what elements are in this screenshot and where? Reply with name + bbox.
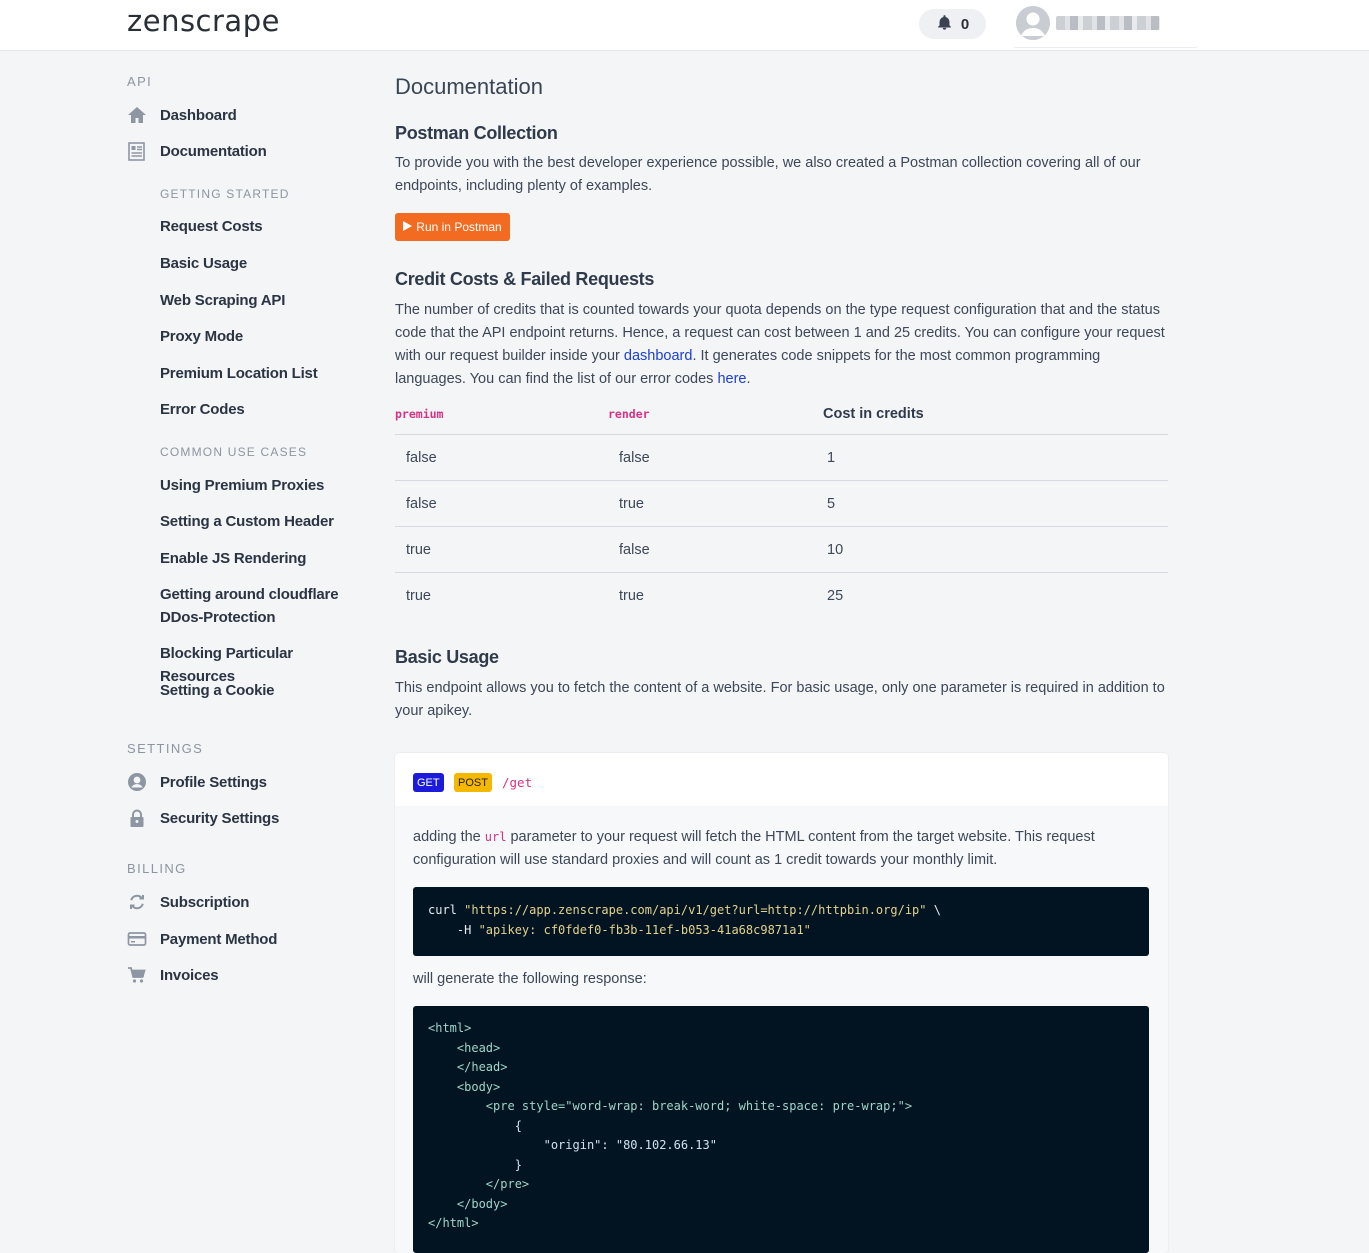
- table-cell: 25: [827, 587, 844, 604]
- description-part: parameter to your request will fetch the HTML content from the target website. This request configuration will use standard proxies and will count as 1 credit towards your monthly limit.: [413, 829, 1095, 868]
- code-token: \: [926, 903, 941, 917]
- home-icon: [127, 105, 147, 125]
- user-circle-icon: [127, 772, 147, 792]
- table-cell: 10: [823, 527, 1168, 573]
- sidebar-link-setting-cookie[interactable]: Setting a Cookie: [160, 682, 275, 699]
- refresh-icon: [127, 892, 147, 912]
- sidebar-link-custom-header[interactable]: Setting a Custom Header: [160, 513, 334, 530]
- code-string: "apikey: cf0fdef0-fb3b-11ef-b053-41a68c9871a1": [478, 922, 811, 937]
- sidebar-item-label: Documentation: [160, 142, 267, 160]
- basic-usage-text: This endpoint allows you to fetch the content of a website. For basic usage, only one parameter is required in addition to your apikey.: [395, 680, 1165, 719]
- sidebar-section-settings: SETTINGS: [127, 741, 204, 756]
- page-title: Documentation: [395, 74, 543, 99]
- sidebar-link-proxy-mode[interactable]: Proxy Mode: [160, 328, 244, 345]
- endpoint-header: [395, 753, 1168, 806]
- logo[interactable]: zenscrape: [127, 4, 280, 38]
- dashboard-link[interactable]: dashboard: [623, 348, 693, 364]
- code-line: </pre>: [428, 1177, 530, 1191]
- sidebar-item-security-settings[interactable]: [127, 808, 279, 828]
- curl-code-block[interactable]: [413, 887, 1149, 956]
- table-cell: false: [395, 481, 608, 527]
- url-parameter-code: url: [484, 830, 507, 844]
- sidebar-link-request-costs[interactable]: Request Costs: [160, 218, 263, 235]
- column-header-cost: Cost in credits: [823, 394, 1168, 435]
- code-token: -H: [428, 922, 479, 937]
- sidebar-item-subscription[interactable]: [127, 892, 249, 912]
- code-line: </head>: [428, 1060, 508, 1074]
- run-in-postman-label: Run in Postman: [416, 220, 502, 234]
- method-badge-post: POST: [454, 773, 492, 792]
- sidebar-item-documentation[interactable]: [127, 141, 267, 161]
- table-row: [395, 573, 1168, 619]
- avatar: [1016, 6, 1050, 40]
- shopping-cart-icon: [127, 965, 147, 985]
- sidebar-link-basic-usage[interactable]: Basic Usage: [160, 255, 248, 272]
- run-in-postman-button[interactable]: [395, 213, 510, 241]
- sidebar-link-using-premium-proxies[interactable]: Using Premium Proxies: [160, 477, 325, 494]
- code-line: <html>: [428, 1021, 472, 1035]
- description-part: adding the: [413, 829, 485, 845]
- response-label: will generate the following response:: [413, 971, 647, 987]
- sidebar-item-label: Subscription: [160, 893, 250, 911]
- credit-cost-table: [395, 394, 1168, 618]
- sidebar-subsection-common-use-cases: COMMON USE CASES: [160, 445, 308, 459]
- table-cell: false: [608, 435, 823, 481]
- code-line: </body>: [428, 1196, 508, 1211]
- notification-count: 0: [960, 15, 970, 33]
- sidebar-item-payment-method[interactable]: [127, 929, 277, 949]
- notifications-button[interactable]: [919, 9, 986, 39]
- sidebar-subsection-getting-started: GETTING STARTED: [160, 187, 290, 201]
- code-line: {: [428, 1118, 522, 1133]
- credit-text-part: . It generates code snippets for the most common programming languages. You can find the list of our error codes: [395, 348, 1101, 387]
- table-cell: true: [406, 587, 431, 604]
- sidebar-item-label: Invoices: [160, 966, 219, 984]
- sidebar-section-billing: BILLING: [127, 861, 187, 876]
- credit-card-icon: [127, 929, 147, 949]
- credit-text-part: The number of credits that is counted towards your quota depends on the type request configuration that and the status code that the API endpoint returns. Hence, a request can cost between 1 and 25 credits. You can configure your request with our request builder inside your: [395, 302, 1165, 364]
- sidebar-link-error-codes[interactable]: Error Codes: [160, 401, 245, 418]
- document-icon: [127, 141, 147, 161]
- table-cell: true: [619, 587, 644, 604]
- sidebar-link-premium-location-list[interactable]: Premium Location List: [160, 365, 318, 382]
- table-cell: 5: [823, 481, 1168, 527]
- sidebar-link-blocking-resources[interactable]: Blocking Particular Resources: [160, 645, 293, 685]
- table-row: [395, 527, 1168, 573]
- sidebar-item-dashboard[interactable]: [127, 105, 237, 125]
- top-bar: [0, 0, 1369, 51]
- table-cell: false: [608, 527, 823, 573]
- code-line: <body>: [428, 1079, 501, 1094]
- column-header-premium: premium: [395, 394, 608, 435]
- sidebar-item-label: Security Settings: [160, 809, 280, 827]
- table-cell: true: [395, 527, 608, 573]
- sidebar-item-label: Dashboard: [160, 106, 237, 124]
- endpoint-card: [395, 753, 1168, 1253]
- table-row: [395, 481, 1168, 527]
- code-line: <head>: [428, 1040, 501, 1055]
- sidebar-item-label: Profile Settings: [160, 773, 267, 791]
- sidebar-item-invoices[interactable]: [127, 965, 218, 985]
- sidebar-link-cloudflare[interactable]: Getting around cloudflare DDos-Protection: [160, 586, 339, 626]
- sidebar-item-label: Payment Method: [160, 930, 278, 948]
- code-line: </html>: [428, 1216, 479, 1230]
- table-header-row: [395, 394, 1168, 435]
- code-line: "origin": "80.102.66.13": [428, 1138, 717, 1152]
- error-codes-link[interactable]: here: [717, 371, 747, 387]
- user-menu[interactable]: [1014, 6, 1197, 48]
- credit-text-part: .: [746, 371, 751, 387]
- play-icon: [403, 220, 412, 234]
- credit-text: [395, 299, 1168, 391]
- code-token: curl: [428, 903, 465, 917]
- postman-text: To provide you with the best developer experience possible, we also created a Postman collection covering all of our endpoints, including plenty of examples.: [395, 155, 1141, 194]
- method-badge-get: GET: [413, 773, 444, 792]
- sidebar-item-profile-settings[interactable]: [127, 772, 267, 792]
- credit-heading: Credit Costs & Failed Requests: [395, 269, 655, 289]
- code-line: }: [428, 1157, 522, 1172]
- username-redacted: [1056, 16, 1160, 30]
- code-line: <pre style="word-wrap: break-word; white-space: pre-wrap;">: [428, 1099, 913, 1113]
- sidebar-link-enable-js-rendering[interactable]: Enable JS Rendering: [160, 550, 307, 567]
- response-code-block[interactable]: [413, 1006, 1149, 1253]
- table-cell: 1: [823, 435, 1168, 481]
- bell-icon: [936, 14, 953, 35]
- endpoint-description: [413, 826, 1153, 872]
- endpoint-path: /get: [502, 775, 533, 790]
- postman-heading: Postman Collection: [395, 123, 558, 143]
- sidebar-section-api: API: [127, 74, 153, 89]
- code-string: "https://app.zenscrape.com/api/v1/get?url=http://httpbin.org/ip": [464, 903, 927, 917]
- table-cell: true: [608, 481, 823, 527]
- column-header-render: render: [608, 394, 823, 435]
- sidebar-link-web-scraping-api[interactable]: Web Scraping API: [160, 292, 286, 309]
- table-cell: false: [395, 435, 608, 481]
- table-row: [395, 435, 1168, 481]
- basic-usage-heading: Basic Usage: [395, 647, 499, 667]
- lock-icon: [127, 808, 147, 828]
